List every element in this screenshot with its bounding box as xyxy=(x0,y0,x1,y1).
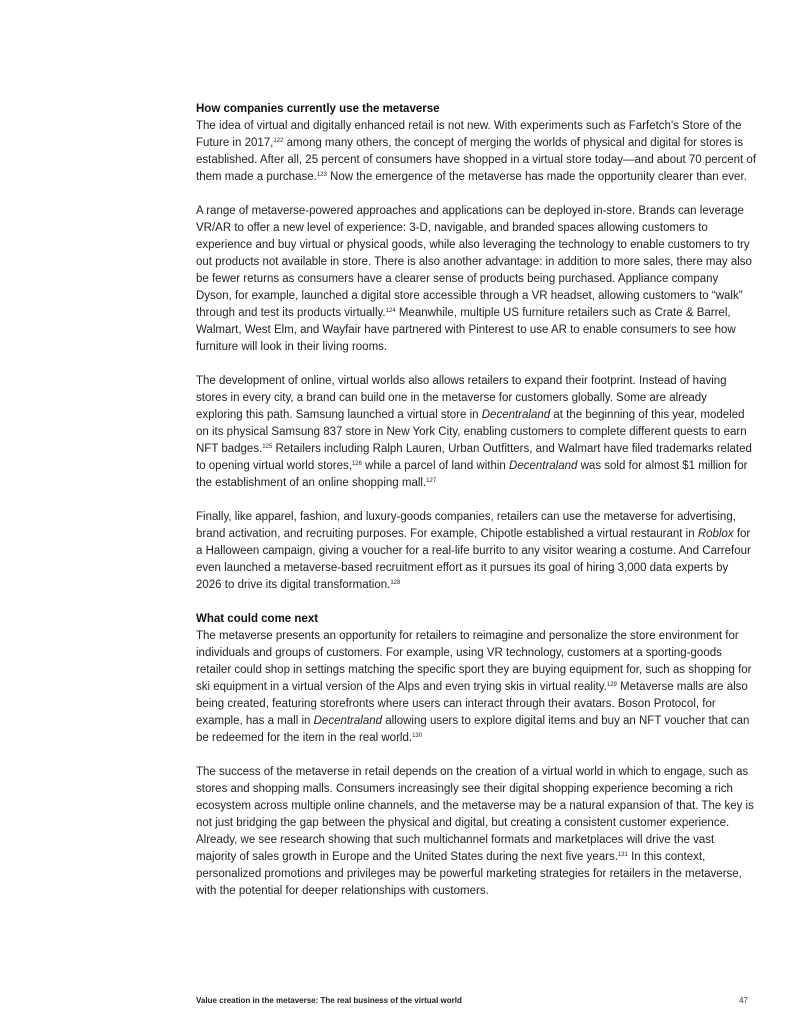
section-what-next xyxy=(196,611,756,900)
paragraph: A range of metaverse-powered approaches and applications can be deployed in-store. Brands can leverage VR/AR to offer a new level of experience: 3-D, navigable, and branded spaces allowing customers to experience and buy virtual or physical goods, while also leveraging the technology to enable customers to try out products not available in store. There is also another advantage: in addition to more sales, there may also be fewer returns as consumers have a clearer sense of products being purchased. Appliance company Dyson, for example, launched a digital store accessible through a VR headset, allowing customers to “walk” through and test its products virtually.$^{124}$ Meanwhile, multiple US furniture retailers such as Crate & Barrel, Walmart, West Elm, and Wayfair have partnered with Pinterest to use AR to enable consumers to see how furniture will look in their living rooms. xyxy=(196,205,752,353)
paragraph: The success of the metaverse in retail depends on the creation of a virtual world in which to engage, such as stores and shopping malls. Consumers increasingly see their digital shopping experience becoming a rich ecosystem across multiple online channels, and the metaverse may be a natural expansion of that. The key is not just bridging the gap between the physical and digital, but creating a consistent customer experience. Already, we see research showing that such multichannel formats and marketplaces will drive the vast majority of sales growth in Europe and the United States during the next five years.$^{131}$ In this context, personalized promotions and privileges may be powerful marketing strategies for retailers in the metaverse, with the potential for deeper relationships with customers. xyxy=(196,766,754,897)
footnote-ref[interactable]: 122 xyxy=(273,138,284,144)
footer-title: Value creation in the metaverse: The real business of the virtual world xyxy=(196,996,462,1005)
footnote-ref[interactable]: 129 xyxy=(606,682,617,688)
paragraph: The development of online, virtual worlds also allows retailers to expand their footprint. Instead of having stores in every city, a brand can build one in the metaverse for customers globally. Some are already exploring this path. Samsung launched a virtual store in Decentraland at the beginning of this year, modeled on its physical Samsung 837 store in New York City, enabling customers to complete different quests to earn NFT badges.$^{125}$ Retailers including Ralph Lauren, Urban Outfitters, and Walmart have filed trademarks related to opening virtual world stores,$^{126}$ while a parcel of land within Decentraland was sold for almost $1 million for the establishment of an online shopping mall.$^{127}$ xyxy=(196,375,752,489)
footnote-ref[interactable]: 127 xyxy=(426,478,437,484)
footnote-ref[interactable]: 124 xyxy=(385,308,396,314)
footnote-ref[interactable]: 130 xyxy=(412,733,423,739)
section-current-use xyxy=(196,101,756,594)
footnote-ref[interactable]: 123 xyxy=(316,172,327,178)
footnote-ref[interactable]: 125 xyxy=(262,444,273,450)
section-heading: How companies currently use the metaverse xyxy=(196,103,440,115)
paragraph: The metaverse presents an opportunity for retailers to reimagine and personalize the store environment for individuals and groups of customers. For example, using VR technology, customers at a sporting-goods retailer could shop in settings matching the specific sport they are buying equipment for, such as shopping for ski equipment in a virtual version of the Alps and even trying skis in virtual reality.$^{129}$ Metaverse malls are also being created, featuring storefronts where users can interact through their avatars. Boson Protocol, for example, has a mall in Decentraland allowing users to explore digital items and buy an NFT voucher that can be redeemed for the item in the real world.$^{130}$ xyxy=(196,630,752,744)
page-number: 47 xyxy=(739,996,748,1005)
article-body xyxy=(196,101,756,900)
footnote-ref[interactable]: 128 xyxy=(390,580,401,586)
section-heading: What could come next xyxy=(196,613,319,625)
footnote-ref[interactable]: 131 xyxy=(617,852,628,858)
paragraph: Finally, like apparel, fashion, and luxury-goods companies, retailers can use the metaverse for advertising, brand activation, and recruiting purposes. For example, Chipotle established a virtual restaurant in Roblox for a Halloween campaign, giving a voucher for a real-life burrito to any visitor wearing a costume. And Carrefour even launched a metaverse-based recruitment effort as it pursues its goal of hiring 3,000 data experts by 2026 to drive its digital transformation.$^{128}$ xyxy=(196,511,751,591)
paragraph: The idea of virtual and digitally enhanced retail is not new. With experiments such as Farfetch's Store of the Future in 2017,$^{122}$ among many others, the concept of merging the worlds of physical and digital for stores is established. After all, 25 percent of consumers have shopped in a virtual store today—and about 70 percent of them made a purchase.$^{123}$ Now the emergence of the metaverse has made the opportunity clearer than ever. xyxy=(196,120,757,183)
footnote-ref[interactable]: 126 xyxy=(351,461,362,467)
